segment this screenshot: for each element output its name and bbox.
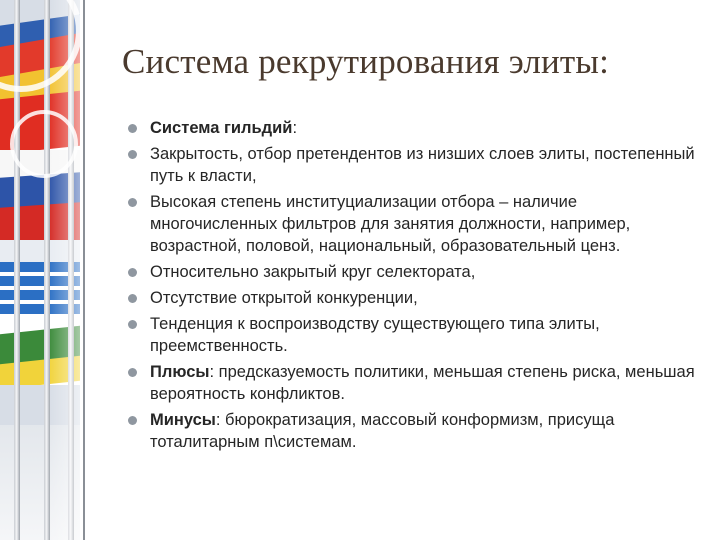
bullet-item — [128, 313, 698, 357]
bullet-list — [128, 117, 698, 457]
bullet-dot-icon — [128, 294, 137, 303]
bullet-item — [128, 261, 698, 283]
bullet-text: Отсутствие открытой конкуренции, — [150, 289, 418, 307]
bullet-bold-text: Минусы — [150, 411, 216, 429]
bullet-dot-icon — [128, 198, 137, 207]
bullet-text: : — [292, 119, 298, 137]
divider-line — [83, 0, 85, 540]
bullet-text: Закрытость, отбор претендентов из низших слоев элиты, постепенный путь к власти, — [150, 145, 695, 185]
bullet-dot-icon — [128, 368, 137, 377]
bullet-item — [128, 287, 698, 309]
bullet-bold-text: Система гильдий — [150, 119, 293, 137]
bullet-dot-icon — [128, 320, 137, 329]
flag-strip-decoration — [0, 0, 80, 540]
bullet-bold-text: Плюсы — [150, 363, 210, 381]
bullet-text: Тенденция к воспроизводству существующего типа элиты, преемственность. — [150, 315, 600, 355]
bullet-item — [128, 361, 698, 405]
slide-title: Система рекрутирования элиты: — [122, 42, 610, 81]
bullet-text: Относительно закрытый круг селектората, — [150, 263, 476, 281]
bullet-item — [128, 143, 698, 187]
bullet-text: : предсказуемость политики, меньшая степень риска, меньшая вероятность конфликтов. — [150, 363, 695, 403]
bullet-dot-icon — [128, 268, 137, 277]
bullet-dot-icon — [128, 416, 137, 425]
bullet-dot-icon — [128, 124, 137, 133]
bullet-item — [128, 409, 698, 453]
bullet-dot-icon — [128, 150, 137, 159]
bullet-text: Высокая степень институциализации отбора – наличие многочисленных фильтров для занятия должности, например, возрастной, половой, национальный, образовательный ценз. — [150, 193, 631, 255]
bullet-text: : бюрократизация, массовый конформизм, присуща тоталитарным п\системам. — [150, 411, 615, 451]
bullet-item — [128, 117, 698, 139]
bullet-item — [128, 191, 698, 257]
